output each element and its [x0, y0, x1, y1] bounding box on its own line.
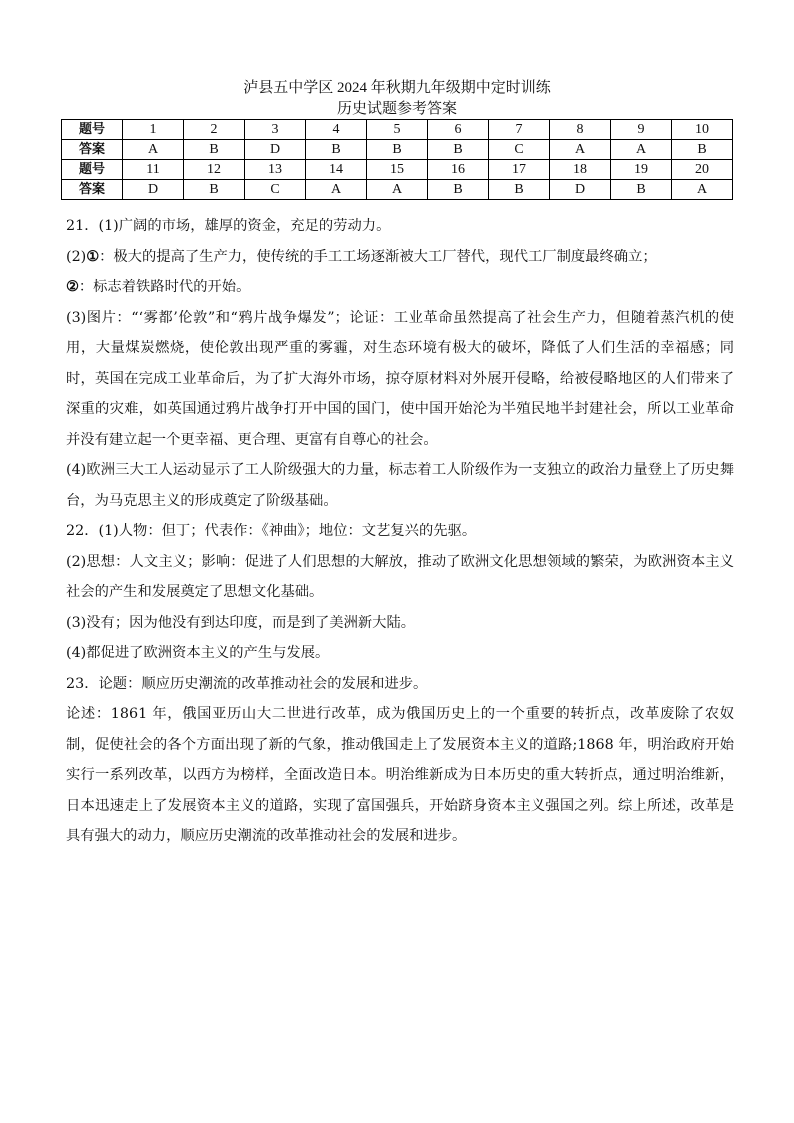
table-cell: 8 [550, 120, 611, 140]
table-cell: 19 [611, 160, 672, 180]
table-cell: 15 [367, 160, 428, 180]
question-number-header: 题号 [62, 120, 123, 140]
table-row [62, 160, 733, 180]
table-cell: A [672, 180, 733, 200]
table-cell: A [550, 140, 611, 160]
table-cell: 12 [184, 160, 245, 180]
table-cell: 20 [672, 160, 733, 180]
table-cell: D [550, 180, 611, 200]
q21-part4: (4)欧洲三大工人运动显示了工人阶级强大的力量，标志着工人阶级作为一支独立的政治力量登上了历史舞台，为马克思主义的形成奠定了阶级基础。 [66, 462, 734, 509]
answer-table [61, 119, 733, 200]
table-cell: 3 [245, 120, 306, 140]
document-subtitle: 历史试题参考答案 [336, 101, 457, 117]
circled-number-1: ① [86, 248, 100, 265]
answer-header: 答案 [62, 180, 123, 200]
table-cell: B [306, 140, 367, 160]
table-cell: B [428, 180, 489, 200]
table-cell: C [245, 180, 306, 200]
q21-part2 [66, 242, 734, 303]
q21-part2-text2: ：标志着铁路时代的开始。 [78, 279, 251, 295]
table-cell: 14 [306, 160, 367, 180]
table-cell: 13 [245, 160, 306, 180]
q23-part2: 论述：1861 年，俄国亚历山大二世进行改革，成为俄国历史上的一个重要的转折点，改革废除了农奴制，促使社会的各个方面出现了新的气象，推动俄国走上了发展资本主义的道路;1868 年，明治政府开始实行一系列改革，以西方为榜样，全面改造日本。明治维新成为日本历史的重大转折点，通过明治维新，日本迅速走上了发展资本主义的道路，实现了富国强兵，开始跻身资本主义强国之列。综上所述，改革是具有强大的动力，顺应历史潮流的改革推动社会的发展和进步。 [66, 706, 734, 844]
q21-part3: (3)图片：“‘雾都’伦敦”和“鸦片战争爆发”；论证：工业革命虽然提高了社会生产力，但随着蒸汽机的使用，大量煤炭燃烧，使伦敦出现严重的雾霾，对生态环境有极大的破坏，降低了人们生活的幸福感；同时，英国在完成工业革命后，为了扩大海外市场，掠夺原材料对外展开侵略，给被侵略地区的人们带来了深重的灾难，如英国通过鸦片战争打开中国的国门，使中国开始沦为半殖民地半封建社会，所以工业革命并没有建立起一个更幸福、更合理、更富有自尊心的社会。 [66, 309, 734, 448]
table-cell: A [611, 140, 672, 160]
table-cell: A [306, 180, 367, 200]
table-cell: 16 [428, 160, 489, 180]
q23-part1: 23．论题：顺应历史潮流的改革推动社会的发展和进步。 [66, 675, 428, 692]
table-cell: 7 [489, 120, 550, 140]
question-number-header: 题号 [62, 160, 123, 180]
q21-part2-text1: ：极大的提高了生产力，使传统的手工工场逐渐被大工厂替代，现代工厂制度最终确立； [99, 248, 657, 265]
table-row [62, 180, 733, 200]
table-cell: 10 [672, 120, 733, 140]
table-cell: B [489, 180, 550, 200]
q22-part4: (4)都促进了欧洲资本主义的产生与发展。 [66, 645, 330, 661]
table-cell: B [428, 140, 489, 160]
table-row [62, 120, 733, 140]
document-title: 泸县五中学区 2024 年秋期九年级期中定时训练 [243, 80, 551, 96]
table-cell: 9 [611, 120, 672, 140]
table-cell: B [184, 180, 245, 200]
table-cell: A [123, 140, 184, 160]
table-cell: 6 [428, 120, 489, 140]
table-cell: 4 [306, 120, 367, 140]
q22-part2: (2)思想：人文主义；影响：促进了人们思想的大解放，推动了欧洲文化思想领域的繁荣，为欧洲资本主义社会的产生和发展奠定了思想文化基础。 [66, 553, 734, 600]
q22-part3: (3)没有；因为他没有到达印度，而是到了美洲新大陆。 [66, 614, 416, 631]
q22-part1: 22．(1)人物：但丁；代表作：《神曲》；地位：文艺复兴的先驱。 [66, 523, 477, 539]
table-cell: 18 [550, 160, 611, 180]
table-cell: 5 [367, 120, 428, 140]
q21-part1: 21．(1)广阔的市场，雄厚的资金，充足的劳动力。 [66, 218, 391, 234]
table-row [62, 140, 733, 160]
table-cell: 17 [489, 160, 550, 180]
table-cell: 11 [123, 160, 184, 180]
table-cell: B [611, 180, 672, 200]
table-cell: D [123, 180, 184, 200]
table-cell: B [367, 140, 428, 160]
answer-header: 答案 [62, 140, 123, 160]
answer-body [66, 211, 734, 852]
table-cell: B [672, 140, 733, 160]
table-cell: 2 [184, 120, 245, 140]
table-cell: D [245, 140, 306, 160]
circled-number-2: ② [66, 279, 79, 295]
table-cell: B [184, 140, 245, 160]
table-cell: C [489, 140, 550, 160]
table-cell: A [367, 180, 428, 200]
table-cell: 1 [123, 120, 184, 140]
q21-part2-prefix: (2) [66, 248, 87, 265]
